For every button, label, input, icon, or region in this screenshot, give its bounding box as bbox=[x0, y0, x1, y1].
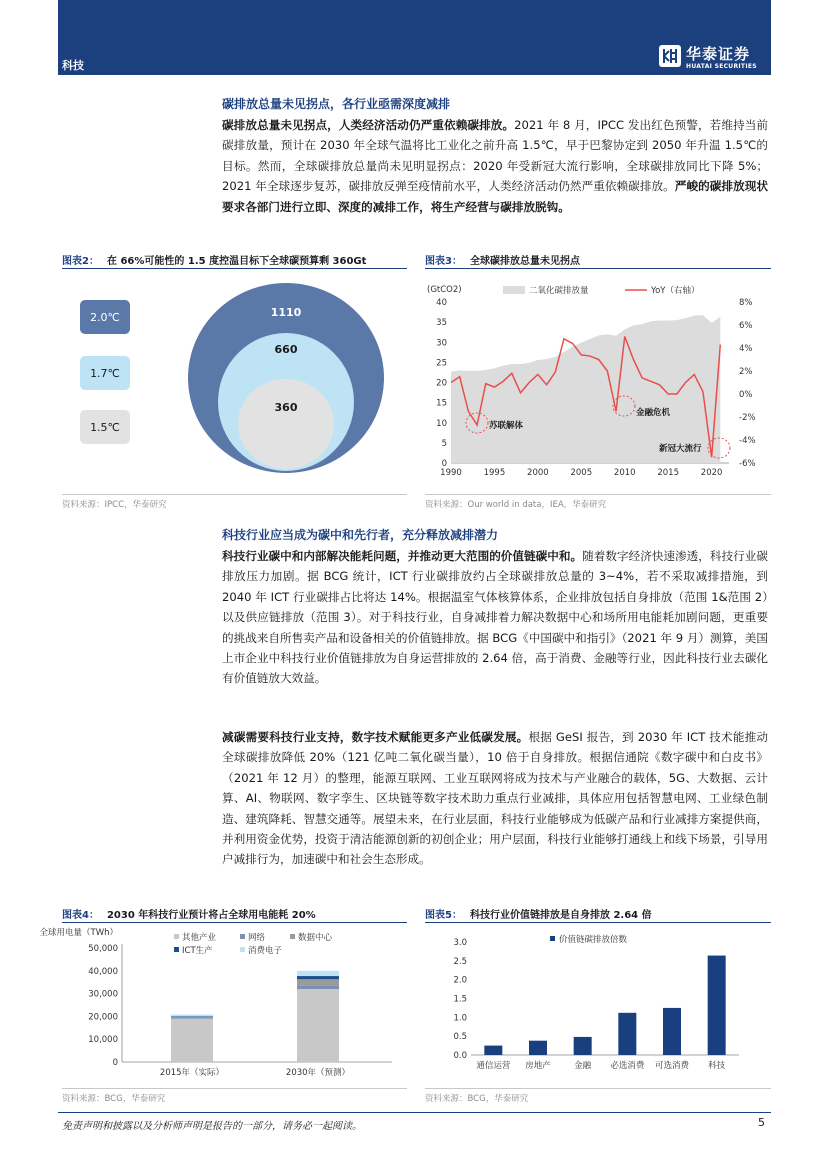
y-tick: 40,000 bbox=[88, 966, 118, 977]
footer-disclaimer: 免责声明和披露以及分析师声明是报告的一部分，请务必一起阅读。 bbox=[62, 1121, 362, 1132]
y-tick: 20,000 bbox=[88, 1012, 118, 1023]
figure-5-source-rule bbox=[425, 1088, 771, 1089]
y-tick: 50,000 bbox=[88, 944, 118, 954]
section-title-1: 碳排放总量未见拐点，各行业亟需深度减排 bbox=[222, 97, 451, 111]
y-tick: 2.0 bbox=[453, 975, 467, 986]
label-2-0: 2.0℃ bbox=[90, 311, 120, 324]
figure-4-rule bbox=[62, 922, 407, 923]
figure-5-number: 图表5： bbox=[425, 910, 462, 921]
budget-circle-1-5 bbox=[238, 379, 334, 469]
budget-value-660: 660 bbox=[274, 343, 298, 356]
value-chain-chart-body bbox=[453, 934, 739, 1071]
annotation-covid: 新冠大流行 bbox=[659, 444, 702, 454]
figure-3-source: 资料来源：Our world in data，IEA，华泰研究 bbox=[425, 500, 607, 510]
bar bbox=[663, 1008, 681, 1055]
annotation-ussr: 苏联解体 bbox=[489, 421, 524, 431]
bar-segment bbox=[297, 979, 339, 985]
x-tick: 通信运营 bbox=[476, 1061, 511, 1071]
figure-4-source: 资料来源：BCG，华泰研究 bbox=[62, 1094, 166, 1104]
paragraph-3-lead: 减碳需要科技行业支持，数字技术赋能更多产业低碳发展。 bbox=[222, 730, 529, 744]
y-left-tick: 30 bbox=[436, 338, 447, 349]
x-tick: 金融 bbox=[574, 1061, 592, 1071]
bar-segment bbox=[171, 1016, 213, 1017]
emissions-chart-legend bbox=[503, 285, 699, 296]
paragraph-1-body: 2021 年 8 月，IPCC 发出红色预警，若维持当前碳排放量，预计在 2030 年全球气温将比工业化之前升高 1.5℃，早于巴黎协定到 2050 年升温 1.5℃的目标。然而，全球碳排放总量尚未见明显拐点：2020 年受新冠大流行影响，全球碳排放同比下降 5%；2021 年全球逐步复苏，碳排放反弹至疫情前水平，人类经济活动仍然严重依赖碳排放。 bbox=[222, 118, 768, 194]
y-left-tick: 20 bbox=[436, 378, 447, 389]
page-number: 5 bbox=[758, 1116, 765, 1129]
y-tick: 0 bbox=[112, 1058, 118, 1068]
figure-4-title: 2030 年科技行业预计将占全球用电能耗 20% bbox=[106, 910, 316, 921]
bar-segment bbox=[297, 976, 339, 979]
electricity-chart-body bbox=[40, 927, 393, 1078]
figure-5-rule bbox=[425, 922, 771, 923]
x-tick: 2030年（预测） bbox=[285, 1068, 351, 1078]
figure-5-title: 科技行业价值链排放是自身排放 2.64 倍 bbox=[469, 910, 652, 921]
legend-swatch bbox=[240, 934, 245, 939]
x-tick: 2015年（实际） bbox=[159, 1068, 225, 1078]
budget-value-1110: 1110 bbox=[270, 306, 302, 319]
bar-segment bbox=[171, 1017, 213, 1018]
figure-2-source-rule bbox=[62, 494, 407, 495]
bar bbox=[529, 1041, 547, 1055]
paragraph-3 bbox=[222, 727, 768, 870]
y-right-tick: -6% bbox=[739, 459, 756, 469]
figure-2-title: 在 66%可能性的 1.5 度控温目标下全球碳预算剩 360Gt bbox=[106, 256, 367, 267]
legend-label: 消费电子 bbox=[248, 946, 283, 956]
y-tick: 1.0 bbox=[453, 1013, 467, 1024]
bar bbox=[574, 1037, 592, 1055]
y-right-tick: 0% bbox=[739, 390, 753, 400]
figure-3-title: 全球碳排放总量未见拐点 bbox=[469, 256, 580, 267]
legend-swatch bbox=[174, 934, 179, 939]
y-left-tick: 5 bbox=[441, 438, 447, 449]
y-tick: 30,000 bbox=[88, 989, 118, 1000]
y-tick: 10,000 bbox=[88, 1035, 118, 1046]
paragraph-1-lead: 碳排放总量未见拐点，人类经济活动仍严重依赖碳排放。 bbox=[222, 118, 515, 132]
bar-segment bbox=[171, 1018, 213, 1019]
figure-2-number: 图表2： bbox=[62, 256, 99, 267]
legend-swatch-co2 bbox=[503, 286, 525, 294]
emissions-chart bbox=[425, 278, 771, 488]
bar bbox=[618, 1013, 636, 1055]
section-title-2: 科技行业应当成为碳中和先行者，充分释放减排潜力 bbox=[222, 528, 499, 542]
legend-label: 网络 bbox=[248, 933, 266, 943]
y-left-tick: 35 bbox=[436, 318, 447, 329]
legend-label: 价值链碳排放倍数 bbox=[559, 935, 628, 945]
y-right-tick: 8% bbox=[739, 298, 753, 308]
bar-segment bbox=[297, 971, 339, 976]
x-tick: 1990 bbox=[440, 468, 462, 478]
figure-4-number: 图表4： bbox=[62, 910, 99, 921]
annotation-crisis: 金融危机 bbox=[636, 408, 671, 418]
legend-label-yoy: YoY（右轴） bbox=[651, 286, 700, 296]
y-right-tick: -4% bbox=[739, 436, 756, 446]
figure-3-rule bbox=[425, 268, 771, 269]
legend-swatch bbox=[240, 947, 245, 952]
paragraph-2-lead: 科技行业碳中和内部解决能耗问题，并推动更大范围的价值链碳中和。 bbox=[222, 549, 583, 563]
y-left-tick: 40 bbox=[436, 298, 447, 308]
y-right-tick: -2% bbox=[739, 413, 756, 423]
label-1-5: 1.5℃ bbox=[90, 421, 120, 434]
bar-segment bbox=[171, 1015, 213, 1017]
x-tick: 1995 bbox=[483, 468, 506, 478]
footer-rule bbox=[58, 1112, 771, 1113]
label-1-7: 1.7℃ bbox=[90, 367, 120, 380]
x-tick: 必选消费 bbox=[610, 1061, 645, 1071]
y-right-tick: 6% bbox=[739, 321, 753, 331]
legend-label: 其他产业 bbox=[182, 933, 217, 943]
y-left-unit: (GtCO2) bbox=[427, 285, 462, 295]
figure-2-source: 资料来源：IPCC，华泰研究 bbox=[62, 500, 167, 510]
y-tick: 3.0 bbox=[453, 938, 467, 948]
figure-3-caption bbox=[425, 252, 580, 267]
bar-segment bbox=[297, 986, 339, 989]
figure-5-caption bbox=[425, 906, 652, 921]
figure-3-source-rule bbox=[425, 494, 771, 495]
y-tick: 1.5 bbox=[453, 994, 467, 1005]
legend-swatch bbox=[290, 934, 295, 939]
bar bbox=[708, 956, 726, 1055]
y-tick: 2.5 bbox=[453, 956, 467, 967]
y-right-tick: 2% bbox=[739, 367, 753, 377]
x-tick: 2020 bbox=[700, 468, 723, 478]
x-tick: 2010 bbox=[613, 468, 636, 478]
figure-2-rule bbox=[62, 268, 407, 269]
bar-segment bbox=[171, 1019, 213, 1062]
paragraph-2-body: 随着数字经济快速渗透，科技行业碳排放压力加剧。据 BCG 统计，ICT 行业碳排放约占全球碳排放总量的 3~4%，若不采取减排措施，到 2040 年 ICT 行业碳排占比将达 14%。根据温室气体核算体系，企业排放包括自身排放（范围 1&范围 2）以及供应链排放（范围 3）。对于科技行业，自身减排着力解决数据中心和场所用电能耗加剧问题，更重要的挑战来自所售卖产品和设备相关的价值链排放。据 BCG《中国碳中和指引》（2021 年 9 月）测算，美国上市企业中科技行业价值链排放为自身运营排放的 2.64 倍，高于消费、金融等行业，因此科技行业去碳化有价值链放大效益。 bbox=[222, 549, 768, 686]
figure-5-source: 资料来源：BCG，华泰研究 bbox=[425, 1094, 529, 1104]
y-left-tick: 10 bbox=[436, 418, 447, 429]
budget-value-360: 360 bbox=[274, 401, 298, 414]
legend-swatch bbox=[174, 947, 179, 952]
huatai-logo-icon bbox=[659, 45, 681, 67]
x-tick: 2000 bbox=[527, 468, 549, 478]
electricity-chart bbox=[39, 926, 407, 1086]
paragraph-1-conclusion: 严峻的碳排放现状要求各部门进行立即、深度的减排工作，将生产经营与碳排放脱钩。 bbox=[222, 179, 768, 214]
x-tick: 2005 bbox=[570, 468, 593, 478]
y-left-tick: 15 bbox=[436, 398, 447, 409]
x-tick: 房地产 bbox=[525, 1061, 551, 1071]
legend-swatch bbox=[550, 936, 555, 941]
legend-label: ICT生产 bbox=[182, 946, 213, 956]
carbon-budget-diagram bbox=[62, 272, 407, 490]
figure-2-caption bbox=[62, 252, 366, 267]
y-tick: 0.0 bbox=[453, 1051, 467, 1061]
paragraph-2 bbox=[222, 546, 768, 689]
y-left-tick: 25 bbox=[436, 358, 447, 369]
paragraph-1 bbox=[222, 115, 768, 217]
figure-4-caption bbox=[62, 906, 316, 921]
value-chain-chart bbox=[425, 926, 771, 1086]
section-label: 科技 bbox=[62, 59, 84, 72]
x-tick: 可选消费 bbox=[654, 1061, 690, 1071]
paragraph-3-body: 根据 GeSI 报告，到 2030 年 ICT 技术能推动全球碳排放降低 20%（121 亿吨二氧化碳当量），10 倍于自身排放。根据信通院《数字碳中和白皮书》（2021 年 12 月）的整理，能源互联网、工业互联网将成为技术与产业融合的载体，5G、大数据、云计算、AI、物联网、数字孪生、区块链等数字技术助力重点行业减排，具体应用包括智慧电网、工业绿色制造、建筑降耗、智慧交通等。展望未来，在行业层面，科技行业能够成为低碳产品和行业减排方案提供商，并利用资金优势，投资于清洁能源创新的初创企业；用户层面，科技行业能够打通线上和线下场景，引导用户减排行为，加速碳中和社会生态形成。 bbox=[222, 730, 768, 867]
x-tick: 2015 bbox=[657, 468, 680, 478]
bar-segment bbox=[297, 989, 339, 1062]
legend-label-co2: 二氧化碳排放量 bbox=[529, 286, 589, 296]
figure-4-source-rule bbox=[62, 1088, 407, 1089]
logo-subtext: HUATAI SECURITIES bbox=[686, 63, 757, 70]
y-left-tick: 0 bbox=[441, 459, 447, 469]
bar bbox=[484, 1046, 502, 1055]
y-tick: 0.5 bbox=[453, 1032, 467, 1043]
y-axis-label: 全球用电量（TWh） bbox=[39, 928, 118, 938]
y-right-tick: 4% bbox=[739, 344, 753, 354]
legend-label: 数据中心 bbox=[298, 933, 333, 943]
x-tick: 科技 bbox=[708, 1061, 726, 1071]
logo-text: 华泰证券 bbox=[686, 45, 751, 63]
figure-3-number: 图表3： bbox=[425, 256, 462, 267]
